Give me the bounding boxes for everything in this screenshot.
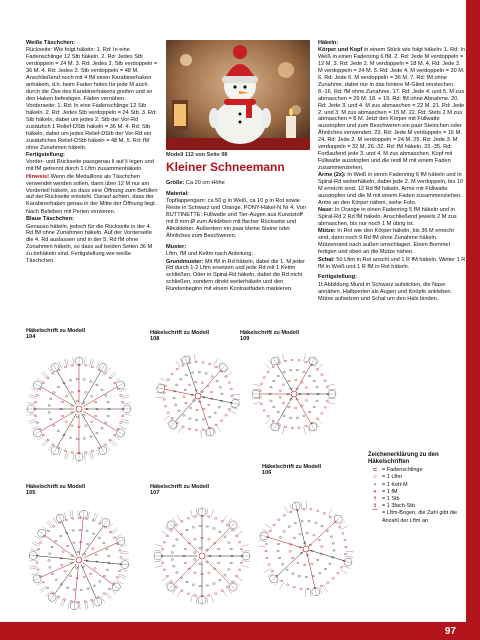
section-title-white-bags: Weiße Täschchen: — [26, 40, 76, 46]
double-crochet-icon: † — [373, 496, 377, 502]
body-head-label: Körper und Kopf — [318, 47, 363, 54]
text-fertig-2: Nach Belieben mit Perlen verzieren. — [26, 208, 116, 215]
chain-arch-icon: ⌒ — [372, 510, 378, 517]
legend-label: = 1 Stb — [382, 496, 400, 502]
crochet-chart-104 — [16, 346, 142, 472]
legend-item — [368, 489, 468, 496]
chart-label-104: Häkelschrift zu Modell 104 — [26, 328, 86, 341]
legend-items — [368, 467, 468, 525]
section-title-blue-bags: Blaue Täschchen: — [26, 216, 74, 223]
text-blau: Genauso häkeln, jedoch für die Rückseite in der 4. Rd fM ohne Zunahmen häkeln. Auf der Vorderseite die 4. Rd auslassen und in der 5. Rd fM ohne Zunahmen häkeln, so dass auf beiden Seiten 36 M zu behäkeln sind. Fertigstellung wie weiße Täschchen. — [26, 223, 153, 265]
pattern-title: Muster: — [166, 243, 187, 250]
legend-label: = 1 fM — [382, 488, 398, 495]
triple-treble-icon: ‡ — [373, 503, 377, 510]
legend-item — [368, 482, 468, 489]
hat-label: Mütze: — [318, 228, 336, 235]
text-hinweis: Wenn die Medaillons als Täschchen verwendet werden sollen, dann über 12 M nur am Vorderteil häkeln, so dass eine Öffnung zum Befüllen auf der Rückseite entsteht. Darauf achten, dass der Karabinerhaken genau in der Mitte der Öffnung liegt. — [26, 173, 158, 208]
decorative-red-strip — [466, 0, 480, 640]
legend-item — [368, 510, 468, 524]
chart-label-105: Häkelschrift zu Modell 105 — [26, 484, 86, 497]
text-vorderseite: Vorderseite: 1. Rd: In eine Fadenschlinge 12 Stb häkeln. 2. Rd: Jedes Stb verdoppeln = 24 Stb. 3. Rd: Stb häkeln, dabei um jedes 2. Stb der Vor-Rd zusätzlich 1 Relief-DStb häkeln = 36 M. 4. Rd: Stb häkeln, dabei um jedes Relief-DStb der Vor-Rd ein zusätzliches Relief-DStb häkeln = 48 M. 5. Rd: fM ohne Zunahmen häkeln. — [26, 103, 157, 151]
chain-stitch-icon: ○ — [373, 474, 377, 481]
scarf-label: Schal: — [318, 256, 335, 263]
stitch-legend — [368, 452, 468, 525]
material-title: Material: — [166, 190, 190, 197]
pattern-text: Lftm, fM und Kettm nach Anleitung. — [166, 251, 254, 258]
base-pattern-text: Mit fM in Rd häkeln, dabei die 1. M jeder Rd durch 1-2 Lftm ersetzen und jede Rd mit 1 Kettm schließen. Oder in Spiral-Rd häkeln, dabei die Rd nicht schließen, sondern direkt weiterhäkeln und den Rundenbeginn mit einem Kontrastfaden markieren. — [166, 258, 305, 293]
scarf-text: 50 Lftm in Rot anschl und 1 R fM häkeln. Weiter 1 R fM in Weiß und 1 R fM in Rot häkeln. — [318, 256, 466, 270]
legend-label: = Lftm-Bogen, die Zahl gibt die Anzahl der Lftm an — [382, 510, 458, 524]
text-rueckseite: Rückseite: Wie folgt häkeln: 1. Rd: In eine Fadenschlinge 12 Stb häkeln. 2. Rd: Jedes Stb verdoppeln = 24 M. 3. Rd: Jedes 2. Stb verdoppeln = 36 M. 4. Rd: Jedes 3. Stb verdoppeln = 48 M. Anschließend noch mit 4 fM einen Karabinerhaken anhäkeln, d.h. beim Faden holen für jede M auch durch die Öse des Karabinerhakens greifen und so den Haken befestigen. Fäden vernähen. — [26, 47, 158, 102]
chart-label-107: Häkelschrift zu Modell 107 — [150, 484, 210, 497]
crochet-chart-107 — [144, 498, 260, 614]
body-head-text: in einem Stück wie folgt häkeln: 1. Rd: In Weiß in einen Fadenring 6 fM. 2. Rd: Jede M verdoppeln = 12 M. 3. Rd: Jede 2. M verdoppeln = 18 M. 4. Rd: Jede 3. M verdoppeln = 24 M. 5. Rd: Jede 4. M verdoppeln = 30 M. 6. Rd: Jede 6. M verdoppeln = 36 M. 7. Rd: fM ohne Zunahme, dabei nur in das hintere M-Glied einstechen. 8.-16. Rd: fM ohne Zunahme. 17. Rd: Jede 4. und 5. M zus abmaschen = 29 M. 18. + 19. Rd: fM ohne Abnahme. 20. Rd: Jede 3. und 4. M zus abmaschen = 22 M. 21. Rd: Jede 2. und 3. M zus abmaschen = 15 M. 22. Rd: Stets 2 M zus abmaschen = 8 M. Jetzt den Körper mit Füllwatte ausstopfen und zum Beschweren ein paar Steinchen oder Ähnliches verwenden. 23. Rd: Jede M verdoppeln = 16 M. 24. Rd: Jede 2. M verdoppeln = 24 M. 25. Rd: Jede 3. M verdoppeln = 32 M. 26.-32. Rd: fM häkeln. 33.-35. Rd: Fortlaufend jede 3. und 4. M zus abmaschen. Kopf mit Füllwatte ausstopfen und die restl M mit einem Faden zusammenziehen. — [318, 47, 466, 171]
slip-stitch-icon: • — [374, 481, 376, 488]
arms-text: In Weiß in einen Fadenring 6 fM häkeln und in Spiral-Rd weiterhäkeln, dabei jede 2. M verdoppeln, bis 10 M erreicht sind. 12 Rd fM häkeln. Arme mit Füllwatte ausstopfen und die M mit einem Faden zusammenziehen. Arme an den Körper nähen, siehe Foto. — [318, 172, 463, 206]
size-value: Ca 20 cm Höhe — [185, 180, 225, 186]
hinweis-label: Hinweis! — [26, 173, 50, 180]
crochet-title: Häkeln: — [318, 40, 339, 46]
base-pattern-label: Grundmuster: — [166, 258, 204, 265]
chain-ring-icon: ⊂ — [372, 467, 378, 474]
text-fertig-1: Vorder- und Rückseite passgenau li auf li legen und mit fM getrennt durch 1 Lftm zusammenhäkeln. — [26, 159, 154, 173]
crochet-chart-109 — [246, 346, 342, 442]
legend-label: = 1 Lftm — [382, 474, 403, 481]
chart-label-108: Häkelschrift zu Modell 108 — [150, 330, 210, 343]
snowman-image — [166, 40, 310, 150]
crochet-chart-105 — [16, 500, 142, 620]
page-number: 97 — [444, 626, 456, 637]
middle-column — [166, 180, 306, 294]
arms-label: Arme (2x): — [318, 172, 346, 179]
footer-bar — [0, 622, 480, 640]
finishing-title: Fertigstellung: — [318, 274, 357, 281]
chart-label-106: Häkelschrift zu Modell 106 — [262, 464, 322, 477]
material-text: Topflappengarn: ca 50 g in Weiß, ca 10 g in Rot sowie Reste in Schwarz und Orange. PONY-Häkel-N Nr 4. Von BUTTINETTE: Füllwatte und Tier-Augen aus Kunststoff mit 8 mm Ø zum Ankleben mit flacher Rückseite und Alleskleber. Außerdem ein paar kleine Steine oder Ähnliches zum Beschweren. — [166, 198, 307, 239]
hat-text: In Rot wie den Körper häkeln, bis 36 M erreicht sind, dann noch 9 Rd fM ohne Zunahme häkeln. Mützenrand nach außen umschlagen. Einen Bommel fertigen und oben an die Mütze nähen. — [318, 228, 454, 256]
size-label: Größe: — [166, 180, 185, 186]
legend-item — [368, 496, 468, 503]
legend-label: = 1 Kett-M — [382, 481, 408, 488]
photo-caption: Modell 112 von Seite 98 — [166, 152, 228, 158]
article-title: Kleiner Schneemann — [166, 160, 285, 174]
section-title-fertigstellung: Fertigstellung: — [26, 152, 65, 158]
nose-text: In Orange in einen Fadenring 5 fM häkeln und in Spiral-Rd 2 Rd fM häkeln. Anschließend jeweils 2 M zus abmaschen, bis nur noch 1 M übrig ist. — [318, 207, 457, 228]
finishing-text: 1t Abbildung Mund in Schwarz aufsticken, die Nase annähen. Halbperlen als Augen und Knöpfe ankleben. Mütze aufsetzen und Schal um den Hals binden. — [318, 281, 453, 302]
single-crochet-icon: + — [373, 488, 377, 495]
legend-title: Zeichenerklärung zu den Häkelschriften — [368, 452, 439, 465]
chart-label-109: Häkelschrift zu Modell 109 — [240, 330, 300, 343]
legend-label: = Fadenschlinge — [382, 467, 423, 474]
legend-item — [368, 474, 468, 481]
nose-label: Nase: — [318, 207, 334, 214]
crochet-chart-106 — [248, 484, 364, 614]
left-column — [26, 40, 159, 266]
legend-item — [368, 503, 468, 510]
legend-label: = 1 3fach-Stb — [382, 503, 415, 510]
legend-item — [368, 467, 468, 474]
right-column — [318, 40, 466, 303]
snowman-photo — [166, 40, 310, 150]
crochet-chart-108 — [148, 346, 248, 446]
